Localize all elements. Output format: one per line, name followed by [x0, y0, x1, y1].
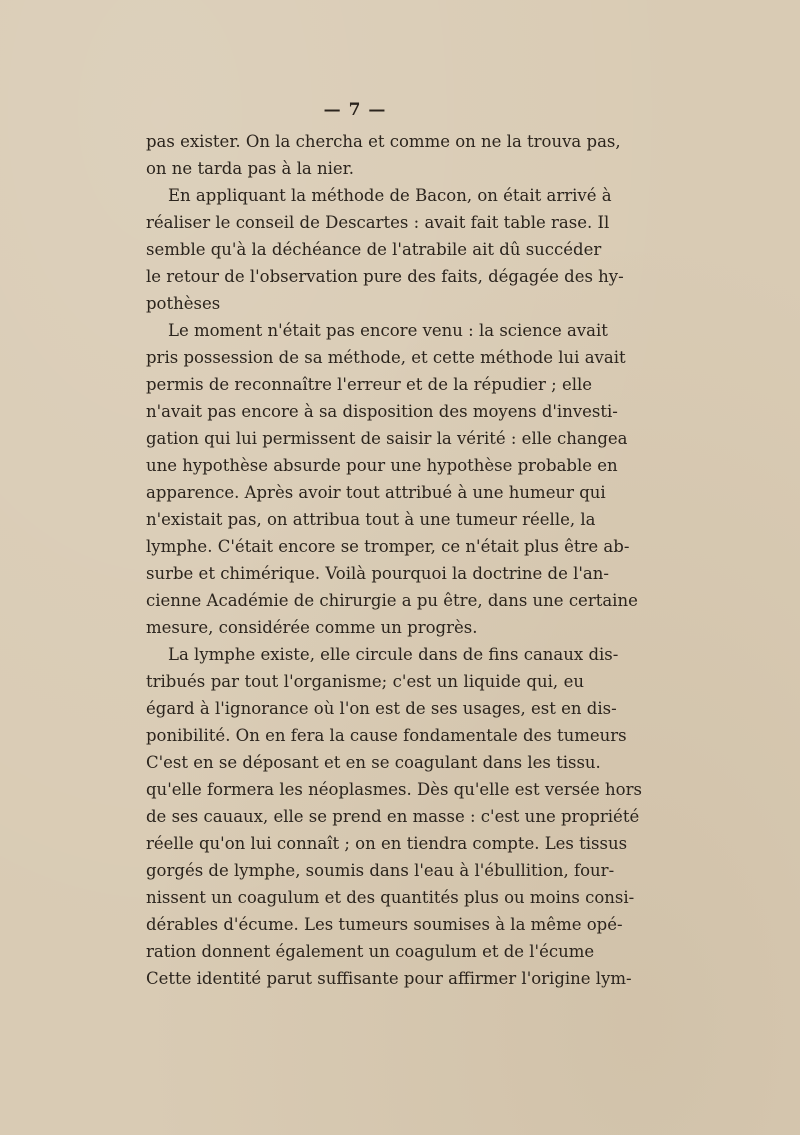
- text-line: mesure, considérée comme un progrès.: [146, 618, 478, 637]
- text-line: surbe et chimérique. Voilà pourquoi la doctrine de l'an-: [146, 564, 609, 583]
- text-line: on ne tarda pas à la nier.: [146, 159, 354, 178]
- text-line: réelle qu'on lui connaît ; on en tiendra compte. Les tissus: [146, 834, 628, 853]
- text-line: pothèses: [146, 294, 221, 313]
- page-number: — 7 —: [323, 100, 387, 120]
- text-line: n'existait pas, on attribua tout à une tumeur réelle, la: [146, 510, 596, 529]
- text-line: cienne Académie de chirurgie a pu être, dans une certaine: [146, 591, 638, 610]
- text-line: ration donnent également un coagulum et de l'écume: [146, 942, 595, 961]
- text-line: qu'elle formera les néoplasmes. Dès qu'elle est versée hors: [146, 780, 642, 799]
- text-line: Le moment n'était pas encore venu : la science avait: [168, 321, 608, 340]
- text-line: apparence. Après avoir tout attribué à une humeur qui: [146, 483, 606, 502]
- text-line: une hypothèse absurde pour une hypothèse probable en: [146, 456, 618, 475]
- text-line: le retour de l'observation pure des faits, dégagée des hy-: [146, 267, 624, 286]
- text-line: La lymphe existe, elle circule dans de fins canaux dis-: [168, 645, 619, 664]
- text-line: pas exister. On la chercha et comme on ne la trouva pas,: [146, 132, 621, 151]
- text-line: ponibilité. On en fera la cause fondamentale des tumeurs: [146, 726, 627, 745]
- text-line: de ses cauaux, elle se prend en masse : c'est une propriété: [146, 807, 640, 826]
- text-line: égard à l'ignorance où l'on est de ses usages, est en dis-: [146, 699, 617, 718]
- text-line: permis de reconnaître l'erreur et de la répudier ; elle: [146, 375, 593, 394]
- text-line: gorgés de lymphe, soumis dans l'eau à l'ébullition, four-: [146, 861, 615, 880]
- text-line: En appliquant la méthode de Bacon, on était arrivé à: [168, 186, 612, 205]
- text-line: lymphe. C'était encore se tromper, ce n'était plus être ab-: [146, 537, 630, 556]
- text-line: gation qui lui permissent de saisir la vérité : elle changea: [146, 429, 628, 448]
- text-line: pris possession de sa méthode, et cette méthode lui avait: [146, 348, 626, 367]
- text-line: n'avait pas encore à sa disposition des moyens d'investi-: [146, 402, 618, 421]
- text-line: semble qu'à la déchéance de l'atrabile ait dû succéder: [146, 240, 602, 259]
- text-line: C'est en se déposant et en se coagulant dans les tissu.: [146, 753, 601, 772]
- text-line: Cette identité parut suffisante pour affirmer l'origine lym-: [146, 969, 632, 988]
- body-text: [146, 128, 642, 992]
- text-line: nissent un coagulum et des quantités plus ou moins consi-: [146, 888, 635, 907]
- text-line: tribués par tout l'organisme; c'est un liquide qui, eu: [146, 672, 584, 691]
- text-line: dérables d'écume. Les tumeurs soumises à la même opé-: [146, 915, 623, 934]
- text-line: réaliser le conseil de Descartes : avait fait table rase. Il: [146, 213, 610, 232]
